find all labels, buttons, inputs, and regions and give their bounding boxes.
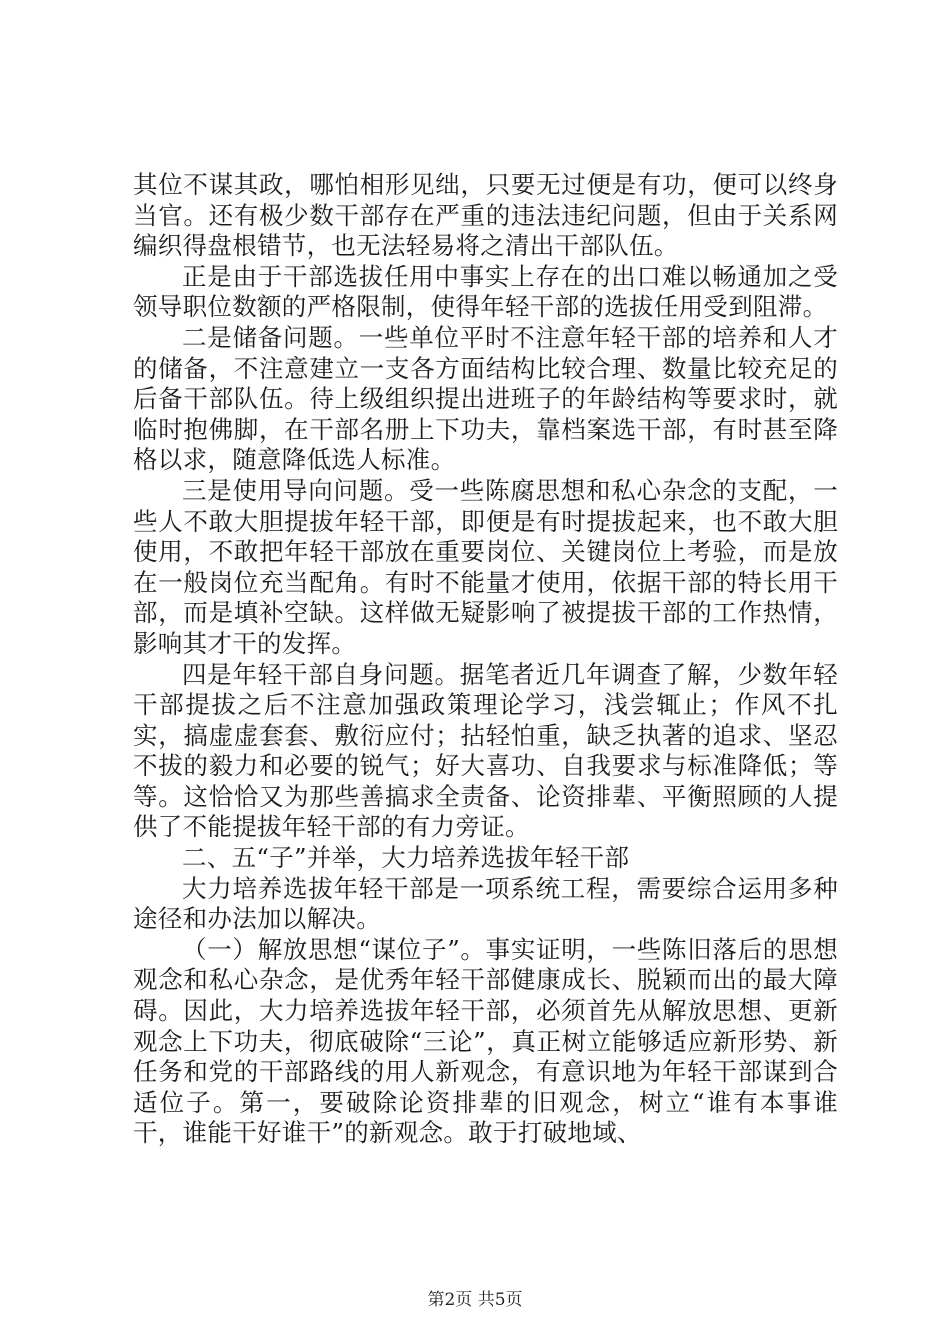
paragraph-self-problem: 四是年轻干部自身问题。据笔者近几年调查了解，少数年轻干部提拔之后不注意加强政策理论学习，浅尝辄止；作风不扎实，搞虚虚套套、敷衍应付；拈轻怕重，缺乏执著的追求、坚忍不拔的毅力和必要的锐气；好大喜功、自我要求与标准降低；等等。这恰恰又为那些善搞求全责备、论资排辈、平衡照顾的人提供了不能提拔年轻干部的有力旁证。 <box>133 659 838 842</box>
paragraph-usage-orientation: 三是使用导向问题。受一些陈腐思想和私心杂念的支配，一些人不敢大胆提拔年轻干部，即便是有时提拔起来，也不敢大胆使用，不敢把年轻干部放在重要岗位、关键岗位上考验，而是放在一般岗位充当配角。有时不能量才使用，依据干部的特长用干部，而是填补空缺。这样做无疑影响了被提拔干部的工作热情，影响其才干的发挥。 <box>133 475 838 658</box>
paragraph-continuation: 其位不谋其政，哪怕相形见绌，只要无过便是有功，便可以终身当官。还有极少数干部存在严重的违法违纪问题，但由于关系网编织得盘根错节，也无法轻易将之清出干部队伍。 <box>133 170 838 261</box>
section-heading-five-measures: 二、五“子”并举，大力培养选拔年轻干部 <box>182 843 630 873</box>
paragraph-system-project: 大力培养选拔年轻干部是一项系统工程，需要综合运用多种途径和办法加以解决。 <box>133 873 838 934</box>
page-number-footer: 第2页 共5页 <box>427 1290 523 1310</box>
document-body <box>133 170 838 1149</box>
paragraph-emancipate-mind: （一）解放思想“谋位子”。事实证明，一些陈旧落后的思想观念和私心杂念，是优秀年轻干部健康成长、脱颖而出的最大障碍。因此，大力培养选拔年轻干部，必须首先从解放思想、更新观念上下功夫，彻底破除“三论”，真正树立能够适应新形势、新任务和党的干部路线的用人新观念，有意识地为年轻干部谋到合适位子。第一，要破除论资排辈的旧观念，树立“谁有本事谁干，谁能干好谁干”的新观念。敢于打破地域、 <box>133 934 838 1148</box>
paragraph-reserve-problem: 二是储备问题。一些单位平时不注意年轻干部的培养和人才的储备，不注意建立一支各方面结构比较合理、数量比较充足的后备干部队伍。待上级组织提出进班子的年龄结构等要求时，就临时抱佛脚，在干部名册上下功夫，靠档案选干部，有时甚至降格以求，随意降低选人标准。 <box>133 322 838 475</box>
paragraph-exit-restriction: 正是由于干部选拔任用中事实上存在的出口难以畅通加之受领导职位数额的严格限制，使得年轻干部的选拔任用受到阻滞。 <box>133 261 838 322</box>
